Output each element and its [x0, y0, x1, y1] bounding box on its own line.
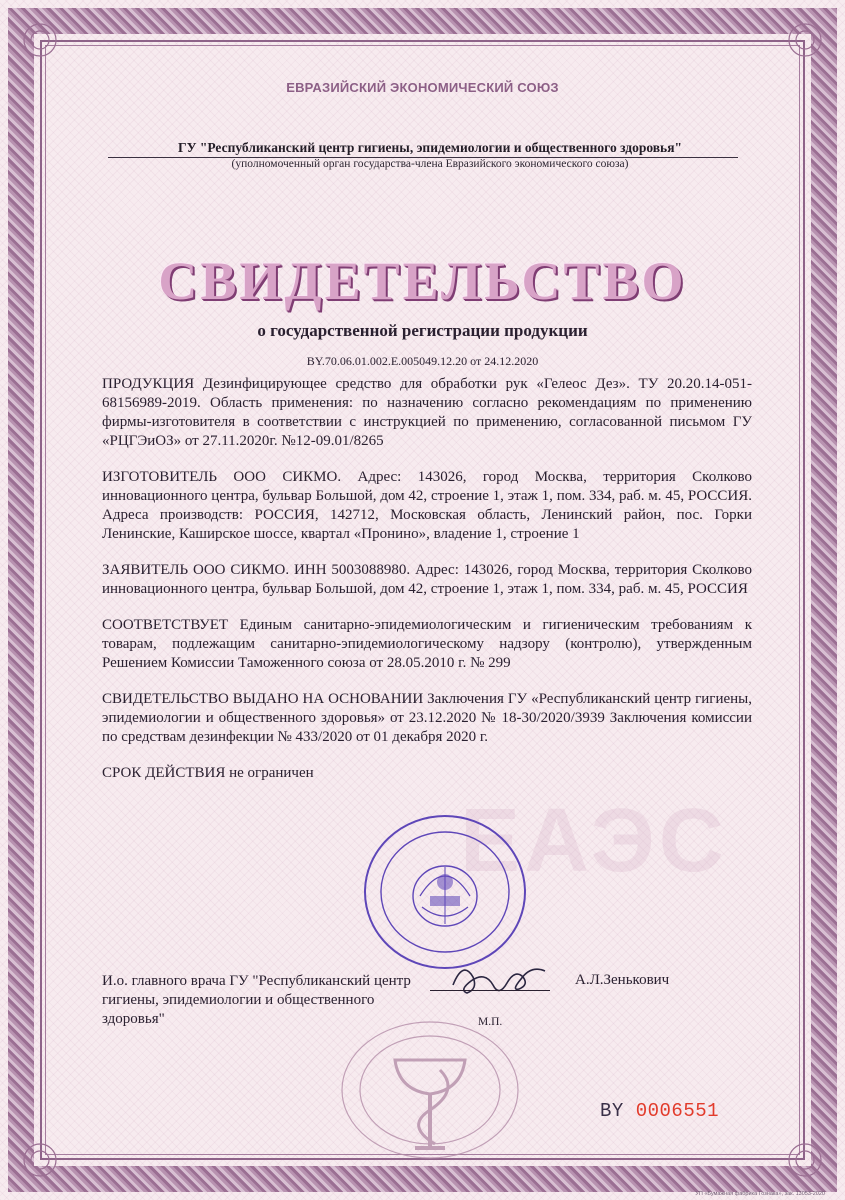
- printer-imprint: УП «Бумажная фабрика Гознака», зак. 13053-2020: [695, 1191, 825, 1197]
- union-heading: ЕВРАЗИЙСКИЙ ЭКОНОМИЧЕСКИЙ СОЮЗ: [286, 80, 559, 95]
- validity-paragraph: СРОК ДЕЙСТВИЯ не ограничен: [102, 765, 314, 781]
- signature-line: [430, 990, 550, 991]
- product-paragraph: ПРОДУКЦИЯ Дезинфицирующее средство для обработки рук «Гелеос Дез». ТУ 20.20.14-051-68156989-2019. Область применения: по назначению согласно рекомендациям по применению фирмы-изготовителя в соответствии с инструкцией по применению, согласованной письмом ГУ «РЦГЭиОЗ» от 27.11.2020г. №12-09.01/8265: [102, 376, 752, 449]
- organization-note: (уполномоченный орган государства-члена Евразийского экономического союза): [231, 158, 629, 170]
- medical-emblem-watermark: [335, 1010, 525, 1160]
- complies-paragraph: СООТВЕТСТВУЕТ Единым санитарно-эпидемиологическим и гигиеническим требованиям к товарам, подлежащим санитарно-эпидемиологическому надзору (контролю), утвержденным Решением Комиссии Таможенного союза от 28.05.2010 г. № 299: [102, 617, 752, 671]
- manufacturer-paragraph: ИЗГОТОВИТЕЛЬ ООО СИКМО. Адрес: 143026, город Москва, территория Сколково инновационного центра, бульвар Большой, дом 42, строение 1, этаж 1, пом. 334, раб. м. 45, РОССИЯ. Адреса производств: РОССИЯ, 142712, Московская область, Ленинский район, пос. Горки Ленинские, Каширское шоссе, квартал «Пронино», владение 1, строение 1: [102, 469, 752, 542]
- signer-title: И.о. главного врача ГУ "Республиканский центр гигиены, эпидемиологии и общественного здоровья": [102, 973, 411, 1027]
- official-seal-stamp: [360, 812, 530, 972]
- registration-number: BY.70.06.01.002.E.005049.12.20 от 24.12.2020: [306, 354, 539, 368]
- seal-place-label: М.П.: [478, 1016, 503, 1028]
- issuing-organization: ГУ "Республиканский центр гигиены, эпидемиологии и общественного здоровья": [177, 140, 682, 155]
- applicant-paragraph: ЗАЯВИТЕЛЬ ООО СИКМО. ИНН 5003088980. Адрес: 143026, город Москва, территория Сколково инновационного центра, бульвар Большой, дом 42, строение 1, этаж 1, пом. 334, раб. м. 45, РОССИЯ: [102, 562, 752, 597]
- certificate-title: СВИДЕТЕЛЬСТВО: [158, 251, 687, 311]
- serial-prefix: BY: [600, 1100, 624, 1122]
- basis-paragraph: СВИДЕТЕЛЬСТВО ВЫДАНО НА ОСНОВАНИИ Заключения ГУ «Республиканский центр гигиены, эпидемиологии и общественного здоровья» от 23.12.2020 № 18-30/2020/3939 Заключения комиссии по средствам дезинфекции № 433/2020 от 01 декабря 2020 г.: [102, 691, 752, 745]
- certificate-body: [102, 375, 752, 800]
- serial-number: [600, 1100, 719, 1122]
- certificate-subtitle: о государственной регистрации продукции: [257, 321, 588, 340]
- serial-digits: 0006551: [635, 1100, 720, 1122]
- background-watermark: ЕАЭС: [460, 791, 728, 891]
- handwritten-signature: [445, 955, 555, 1000]
- signer-name: А.Л.Зенькович: [575, 972, 670, 988]
